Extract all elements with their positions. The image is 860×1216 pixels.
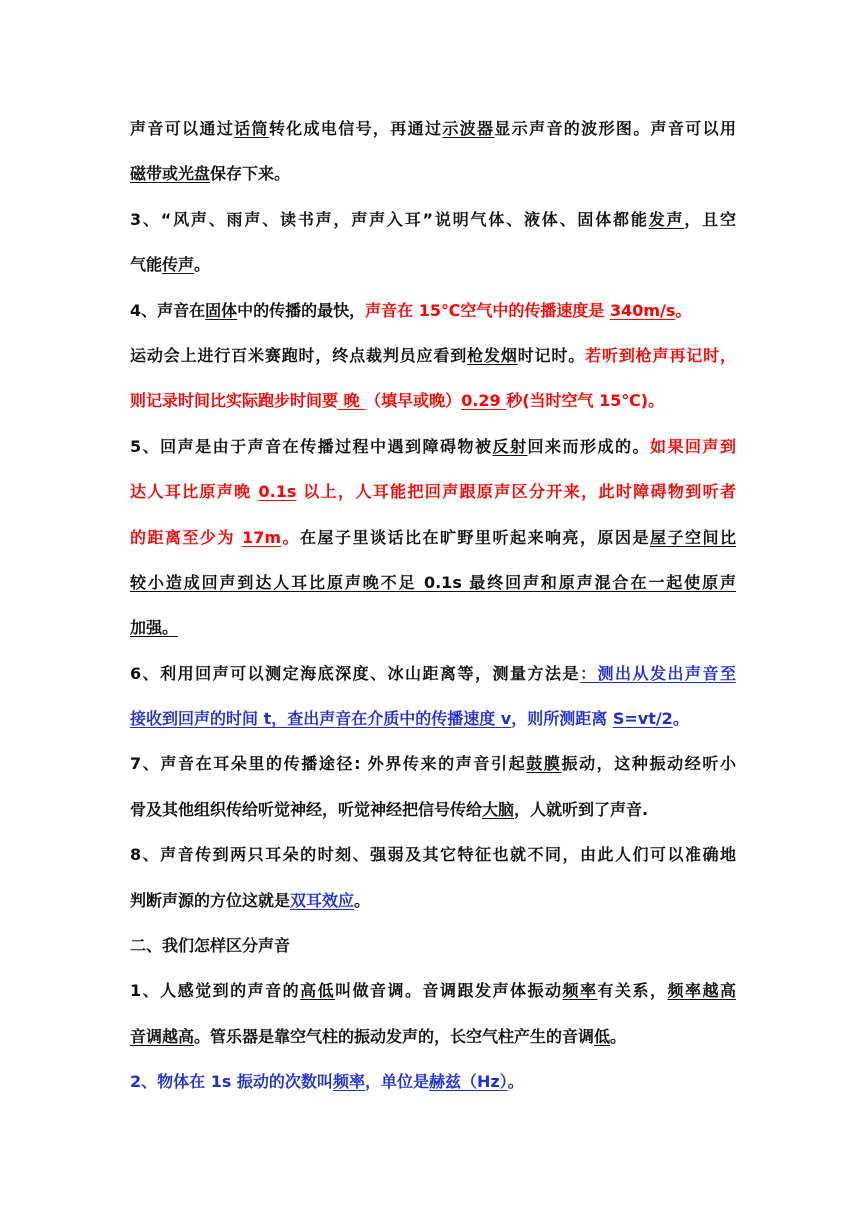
text-line: 接收到回声的时间 t，查出声音在介质中的传播速度 v，则所测距离 S=vt/2。 (130, 709, 689, 729)
term-transmit-sound: 传声 (162, 255, 195, 275)
text-line: 气能传声。 (130, 255, 211, 275)
text-line: 2、物体在 1s 振动的次数叫频率，单位是赫兹（Hz）。 (130, 1072, 524, 1092)
term-reflection: 反射 (492, 436, 528, 456)
value-sound-speed: 340m/s (609, 300, 676, 320)
answer-late: 晚 (338, 391, 366, 411)
text-line: 骨及其他组织传给听觉神经，听觉神经把信号传给大脑，人就听到了声音. (130, 799, 649, 819)
text-line: 1、人感觉到的声音的高低叫做音调。音调跟发声体振动频率有关系，频率越高 (130, 981, 736, 1001)
text-line: 6、利用回声可以测定海底深度、冰山距离等，测量方法是：测出从发出声音至 (130, 663, 736, 683)
value-time-diff: 0.29 (461, 391, 507, 411)
term-binaural-effect: 双耳效应 (290, 890, 355, 910)
text-line: 判断声源的方位这就是双耳效应。 (130, 890, 371, 910)
text-line: 声音可以通过话筒转化成电信号，再通过示波器显示声音的波形图。声音可以用 (130, 119, 736, 138)
term-frequency: 频率 (562, 981, 598, 1001)
term-tape-disc: 磁带或光盘 (130, 164, 211, 184)
text-line: 3、“风声、雨声、读书声，声声入耳”说明气体、液体、固体都能发声，且空 (130, 209, 736, 229)
text-line: 磁带或光盘保存下来。 (130, 164, 291, 184)
section-heading: 二、我们怎样区分声音 (130, 936, 291, 956)
term-brain: 大脑 (482, 799, 515, 819)
text-line: 的距离至少为 17m。在屋子里谈话比在旷野里听起来响亮，原因是屋子空间比 (130, 527, 736, 547)
text-line: 运动会上进行百米赛跑时，终点裁判员应看到枪发烟时记时。若听到枪声再记时， (130, 345, 736, 365)
term-hertz: 赫兹（Hz） (428, 1072, 508, 1092)
value-echo-time: 0.1s (258, 482, 297, 502)
term-propagation-speed: 传播速度 v (431, 709, 512, 729)
value-min-distance: 17m (242, 527, 281, 547)
text-line: 达人耳比原声晚 0.1s 以上，人耳能把回声跟原声区分开来，此时障碍物到听者 (130, 482, 736, 502)
text-line: 音调越高。管乐器是靠空气柱的振动发声的，长空气柱产生的音调低。 (130, 1026, 627, 1046)
term-eardrum: 鼓膜 (526, 754, 562, 774)
term-frequency-def: 频率 (332, 1072, 365, 1092)
document-page (130, 106, 736, 1105)
term-produce-sound: 发声 (648, 209, 685, 229)
text-line: 较小造成回声到达人耳比原声晚不足 0.1s 最终回声和原声混合在一起使原声 (130, 572, 736, 592)
text-line: 5、回声是由于声音在传播过程中遇到障碍物被反射回来而形成的。如果回声到 (130, 436, 736, 456)
term-oscilloscope: 示波器 (442, 119, 495, 138)
text-line: 加强。 (130, 618, 179, 638)
text-line: 则记录时间比实际跑步时间要 晚 （填早或晚）0.29 秒(当时空气 15℃)。 (130, 391, 665, 411)
term-gun-smoke: 枪发烟 (467, 345, 518, 365)
text-line: 8、声音传到两只耳朵的时刻、强弱及其它特征也就不同，由此人们可以准确地 (130, 845, 736, 865)
term-low: 低 (594, 1026, 611, 1046)
formula-distance: S=vt/2 (612, 709, 673, 729)
term-solid: 固体 (205, 300, 238, 320)
term-microphone: 话筒 (234, 119, 269, 138)
term-pitch: 高低 (300, 981, 336, 1001)
text-line: 7、声音在耳朵里的传播途径: 外界传来的声音引起鼓膜振动，这种振动经听小 (130, 754, 736, 774)
text-line: 4、声音在固体中的传播的最快，声音在 15℃空气中的传播速度是 340m/s。 (130, 300, 692, 320)
